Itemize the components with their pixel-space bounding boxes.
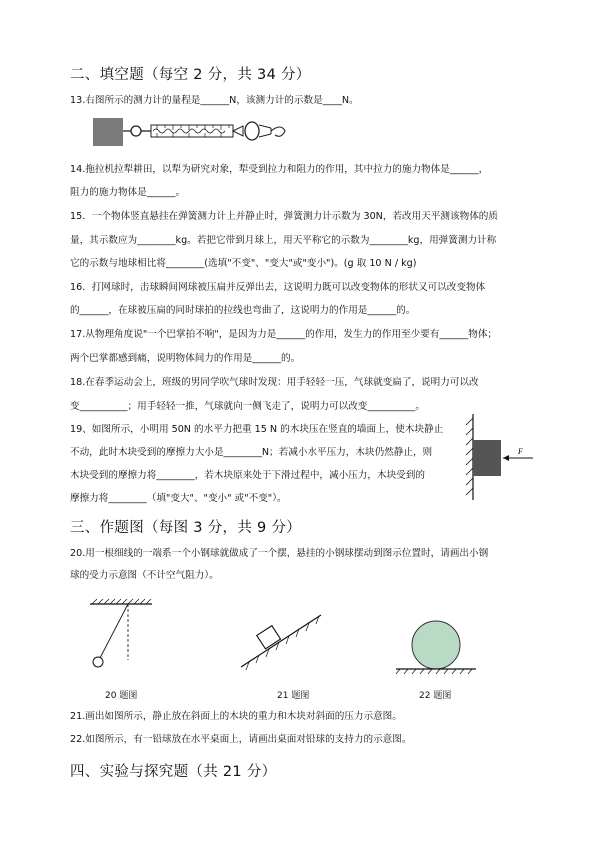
wall-hatch xyxy=(466,418,473,495)
spring-scale-figure xyxy=(93,116,293,150)
question-19-line-3: 木块受到的摩擦力将________，若木块原来处于下滑过程中，减小压力，木块受到的 xyxy=(70,470,425,481)
wall-block-figure xyxy=(463,410,545,502)
scale-hook xyxy=(123,126,141,136)
incline-surface xyxy=(241,615,321,667)
figure-20-caption: 20 题图 xyxy=(105,691,138,701)
pendulum-figure xyxy=(88,598,168,678)
question-19-line-1: 19、如图所示，小明用 50N 的水平力把重 15 N 的木块压在竖直的墙面上，使木块静止 xyxy=(70,424,444,435)
question-17-line-2: 两个巴掌都感到痛，说明物体间力的作用是______的。 xyxy=(70,353,301,364)
table-hatch xyxy=(396,669,472,674)
section-heading-drawing: 三、作题图（每图 3 分，共 9 分） xyxy=(70,520,302,536)
wooden-block-on-incline xyxy=(257,626,281,649)
section-heading-fill-blank: 二、填空题（每空 2 分，共 34 分） xyxy=(70,67,311,83)
scale-ring xyxy=(245,122,259,140)
question-13: 13.右图所示的测力计的量程是______N，该测力计的示数是____N。 xyxy=(70,95,359,106)
section-heading-experiment: 四、实验与探究题（共 21 分） xyxy=(70,764,277,780)
question-15-line-3: 它的示数与地球相比将________(选填"不变"、"变大"或"变小")。(g 取 10 N / kg) xyxy=(70,258,417,269)
scale-ticks xyxy=(157,125,229,137)
scale-pointer xyxy=(233,126,243,136)
scale-end-hook xyxy=(271,127,285,136)
figure-21-caption: 21 题图 xyxy=(277,691,310,701)
incline-figure xyxy=(237,603,337,678)
shot-put-ball xyxy=(412,621,460,669)
question-20-line-1: 20.用一根细线的一端系一个小钢球就做成了一个摆，悬挂的小钢球摆动到图示位置时，请画出小钢 xyxy=(70,548,489,559)
wooden-block xyxy=(473,440,501,476)
question-16-line-1: 16．打网球时，击球瞬间网球被压扁并反弹出去，这说明力既可以改变物体的形状又可以改变物体 xyxy=(70,282,486,293)
question-20-line-2: 球的受力示意图（不计空气阻力）。 xyxy=(70,570,219,581)
ball-on-table-figure xyxy=(396,618,476,674)
question-18-line-2: 变__________；用手轻轻一推，气球就向一侧飞走了，说明力可以改变__________。 xyxy=(70,401,425,412)
steel-ball xyxy=(93,657,103,667)
question-19-line-2: 不动，此时木块受到的摩擦力大小是________N；若减小水平压力，木块仍然静止，则 xyxy=(70,447,433,458)
question-18-line-1: 18.在春季运动会上，班级的男同学吹气球时发现：用手轻轻一压，气球就变扁了，说明力可以改 xyxy=(70,377,479,388)
question-15-line-1: 15．一个物体竖直悬挂在弹簧测力计上并静止时，弹簧测力计示数为 30N，若改用天平测该物体的质 xyxy=(70,211,498,222)
question-17-line-1: 17.从物理角度说"一个巴掌拍不响"，是因为力是______的作用，发生力的作用至少要有______物体； xyxy=(70,329,498,340)
force-label: F xyxy=(518,447,523,456)
question-15-line-2: 量，其示数应为________kg。若把它带到月球上，用天平称它的示数为________kg，用弹簧测力计称 xyxy=(70,235,497,246)
question-14-line-1: 14.拖拉机拉犁耕田，以犁为研究对象，犁受到拉力和阻力的作用，其中拉力的施力物体是______， xyxy=(70,164,489,175)
question-21: 21.画出如图所示，静止放在斜面上的木块的重力和木块对斜面的压力示意图。 xyxy=(70,711,402,722)
question-22: 22.如图所示，有一铅球放在水平桌面上，请画出桌面对铅球的支持力的示意图。 xyxy=(70,734,412,745)
question-19-line-4: 摩擦力将________（填"变大"、"变小" 或"不变"）。 xyxy=(70,493,287,504)
pendulum-string xyxy=(100,604,128,658)
scale-block xyxy=(93,118,123,146)
figure-22-caption: 22 题图 xyxy=(419,691,452,701)
question-14-line-2: 阻力的施力物体是______。 xyxy=(70,187,186,198)
question-16-line-2: 的______，在球被压扁的同时球拍的拉线也弯曲了，这说明力的作用是______的。 xyxy=(70,305,416,316)
ceiling-hatch xyxy=(92,599,151,604)
